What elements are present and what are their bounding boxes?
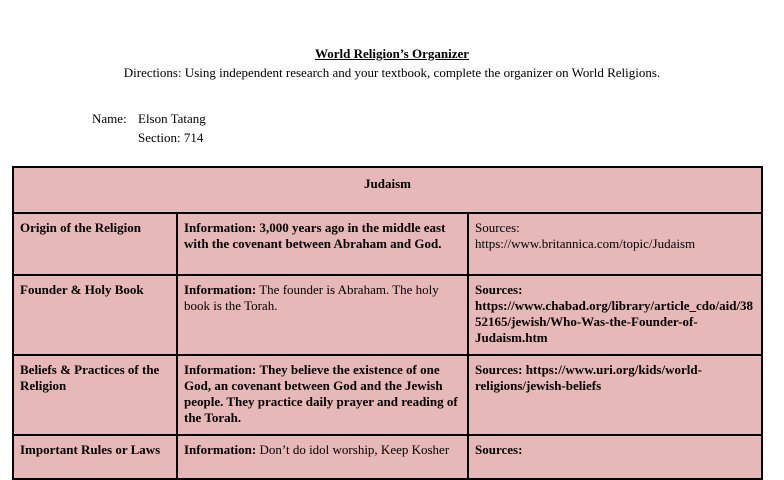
table-row	[13, 275, 762, 355]
sources-cell[interactable]	[468, 213, 762, 275]
organizer-table	[12, 166, 763, 480]
information-text: 3,000 years ago in the middle east with the covenant between Abraham and God.	[184, 220, 446, 251]
name-label: Name:	[92, 111, 127, 126]
information-cell[interactable]	[177, 275, 468, 355]
information-label: Information:	[184, 362, 257, 377]
section-line: Section: 714	[138, 130, 204, 145]
information-cell[interactable]	[177, 213, 468, 275]
document-title: World Religion’s Organizer	[314, 46, 470, 61]
sources-label: Sources:	[475, 220, 520, 235]
information-label: Information:	[184, 282, 257, 297]
sources-cell[interactable]	[468, 435, 762, 479]
sources-cell[interactable]	[468, 355, 762, 435]
sources-cell[interactable]	[468, 275, 762, 355]
topic-cell: Beliefs & Practices of the Religion	[13, 355, 177, 435]
table-row	[13, 213, 762, 275]
sources-label: Sources:	[475, 362, 523, 377]
sources-text: https://www.chabad.org/library/article_cdo/aid/3852165/jewish/Who-Was-the-Founder-of-Judaism.htm	[475, 298, 754, 345]
information-text: They believe the existence of one God, an covenant between God and the Jewish people. They practice daily prayer and reading of the Torah.	[184, 362, 458, 425]
information-label: Information:	[184, 442, 257, 457]
sources-text: https://www.britannica.com/topic/Judaism	[475, 236, 696, 251]
name-value: Elson Tatang	[138, 111, 206, 126]
directions-text: Directions: Using independent research and your textbook, complete the organizer on World Religions.	[123, 65, 661, 80]
table-row	[13, 435, 762, 479]
information-cell[interactable]	[177, 355, 468, 435]
topic-cell: Origin of the Religion	[13, 213, 177, 275]
sources-label: Sources:	[475, 282, 523, 297]
sources-text: https://www.uri.org/kids/world-religions/jewish-beliefs	[475, 362, 702, 393]
topic-cell: Important Rules or Laws	[13, 435, 177, 479]
topic-cell: Founder & Holy Book	[13, 275, 177, 355]
information-label: Information:	[184, 220, 257, 235]
sources-label: Sources:	[475, 442, 523, 457]
table-row	[13, 355, 762, 435]
information-cell[interactable]	[177, 435, 468, 479]
table-header-row	[13, 167, 762, 213]
information-text: Don’t do idol worship, Keep Kosher	[259, 442, 450, 457]
information-text: The founder is Abraham. The holy book is the Torah.	[184, 282, 439, 313]
name-line	[92, 111, 206, 127]
religion-header: Judaism	[13, 167, 762, 213]
